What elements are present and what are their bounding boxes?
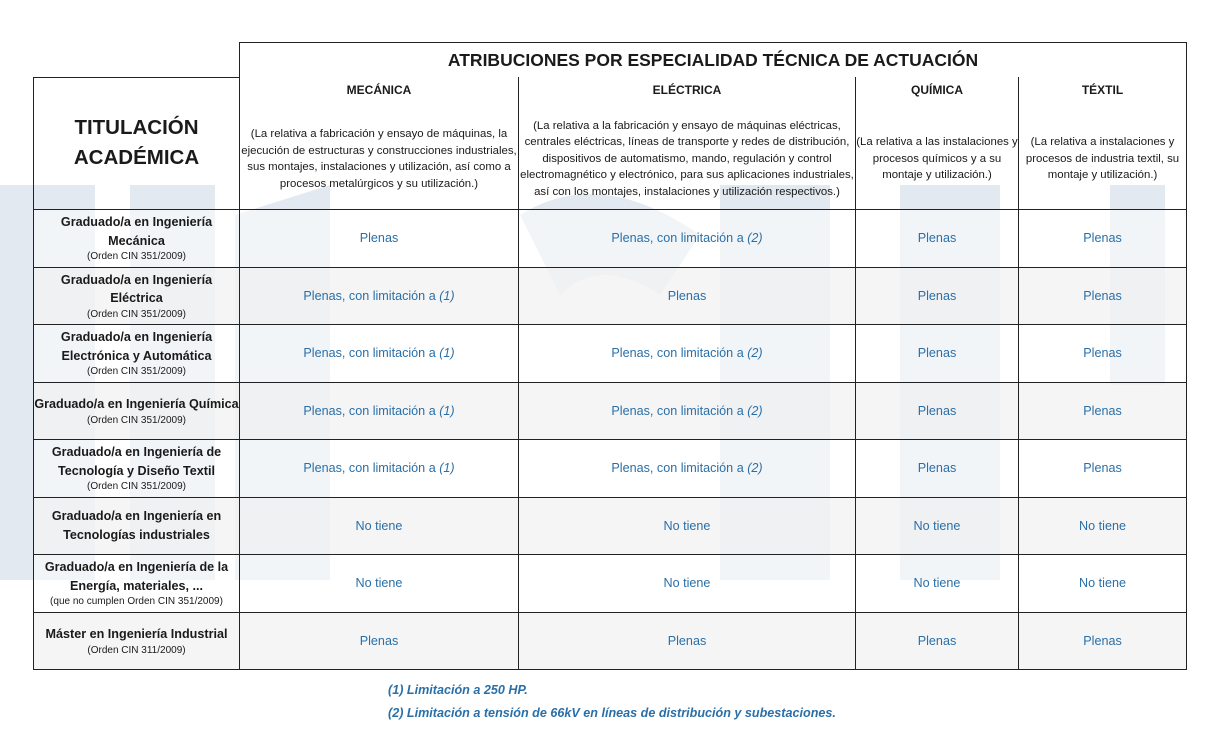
degree-order: (Orden CIN 351/2009)	[87, 251, 186, 263]
attribution-text: Plenas, con limitación a	[611, 403, 748, 418]
specialty-desc-quimica: (La relativa a las instalaciones y procesos químicos y a su montaje y utilización.)	[856, 103, 1019, 210]
attribution-text: Plenas	[1083, 461, 1122, 476]
footnote-2: (2) Limitación a tensión de 66kV en líneas de distribución y subestaciones.	[388, 706, 836, 720]
attribution-cell	[1019, 325, 1187, 383]
limitation-ref: (2)	[747, 231, 763, 246]
attribution-text: No tiene	[1079, 518, 1126, 533]
footnote-1: (1) Limitación a 250 HP.	[388, 683, 528, 697]
degree-order: (Orden CIN 351/2009)	[87, 481, 186, 493]
attribution-cell	[519, 612, 856, 670]
limitation-ref: (2)	[747, 346, 763, 361]
attribution-text: Plenas, con limitación a	[611, 461, 748, 476]
attribution-text: Plenas, con limitación a	[611, 231, 748, 246]
attribution-cell	[519, 497, 856, 555]
specialty-desc-textil: (La relativa a instalaciones y procesos de industria textil, su montaje y utilización.)	[1019, 103, 1187, 210]
attribution-cell	[1019, 612, 1187, 670]
row-title	[34, 325, 240, 383]
table-row	[34, 555, 1187, 613]
degree-order: (que no cumplen Orden CIN 351/2009)	[50, 596, 223, 608]
attribution-cell	[856, 210, 1019, 268]
attribution-cell	[519, 267, 856, 325]
attribution-text: Plenas	[1083, 346, 1122, 361]
attribution-text: No tiene	[1079, 576, 1126, 591]
academic-title-header	[34, 77, 240, 210]
limitation-ref: (2)	[747, 403, 763, 418]
table-row	[34, 440, 1187, 498]
attribution-text: Plenas	[667, 288, 707, 303]
attribution-text: Plenas	[917, 461, 957, 476]
attribution-cell	[519, 555, 856, 613]
attribution-text: Plenas, con limitación a	[303, 346, 440, 361]
row-title	[34, 612, 240, 670]
degree-name: Graduado/a en Ingeniería Química	[34, 397, 239, 411]
attribution-text: Plenas	[359, 633, 399, 648]
attribution-cell	[519, 210, 856, 268]
attribution-text: Plenas	[917, 403, 957, 418]
attribution-cell	[1019, 210, 1187, 268]
table-row	[34, 497, 1187, 555]
attribution-cell	[240, 382, 519, 440]
attribution-cell	[240, 325, 519, 383]
attribution-cell	[856, 612, 1019, 670]
attribution-cell	[1019, 555, 1187, 613]
row-title	[34, 382, 240, 440]
attribution-text: No tiene	[355, 518, 403, 533]
attribution-text: Plenas	[1083, 403, 1122, 418]
row-title	[34, 210, 240, 268]
attribution-cell	[856, 382, 1019, 440]
attributions-table	[33, 42, 1187, 670]
table-row	[34, 612, 1187, 670]
attribution-text: Plenas	[359, 231, 399, 246]
attribution-text: No tiene	[663, 576, 711, 591]
attribution-cell	[1019, 497, 1187, 555]
attribution-cell	[856, 267, 1019, 325]
attribution-cell	[519, 382, 856, 440]
attribution-cell	[856, 555, 1019, 613]
specialty-textil: TÉXTIL	[1019, 77, 1187, 103]
attribution-cell	[240, 440, 519, 498]
attribution-text: Plenas, con limitación a	[611, 346, 748, 361]
attribution-text: Plenas, con limitación a	[303, 288, 440, 303]
degree-name: Graduado/a en Ingeniería Electrónica y Automática	[60, 330, 213, 363]
attribution-cell	[240, 555, 519, 613]
limitation-ref: (1)	[439, 461, 455, 476]
limitation-ref: (1)	[439, 288, 455, 303]
attribution-cell	[856, 440, 1019, 498]
degree-name: Graduado/a en Ingeniería de Tecnología y Diseño Textil	[51, 445, 222, 478]
row-title	[34, 497, 240, 555]
row-title	[34, 555, 240, 613]
attribution-text: Plenas	[917, 288, 957, 303]
table-row	[34, 267, 1187, 325]
attribution-cell	[240, 210, 519, 268]
attribution-text: Plenas	[917, 231, 957, 246]
limitation-ref: (1)	[439, 403, 455, 418]
attribution-text: Plenas	[1083, 231, 1122, 246]
attribution-cell	[240, 612, 519, 670]
table-row	[34, 325, 1187, 383]
degree-order: (Orden CIN 351/2009)	[87, 414, 186, 426]
row-title	[34, 267, 240, 325]
attribution-cell	[1019, 267, 1187, 325]
attribution-cell	[240, 497, 519, 555]
footnotes	[388, 679, 836, 725]
title-line-1: TITULACIÓN	[74, 116, 199, 140]
attribution-cell	[519, 325, 856, 383]
degree-order: (Orden CIN 311/2009)	[87, 644, 186, 656]
limitation-ref: (1)	[439, 346, 455, 361]
attribution-text: Plenas, con limitación a	[303, 403, 440, 418]
specialty-quimica: QUÍMICA	[856, 77, 1019, 103]
limitation-ref: (2)	[747, 461, 763, 476]
attribution-text: Plenas	[917, 633, 957, 648]
attribution-cell	[856, 497, 1019, 555]
degree-name: Máster en Ingeniería Industrial	[45, 627, 228, 641]
attribution-cell	[519, 440, 856, 498]
degree-name: Graduado/a en Ingeniería en Tecnologías industriales	[51, 509, 222, 542]
attribution-cell	[856, 325, 1019, 383]
specialty-mecanica: MECÁNICA	[240, 77, 519, 103]
attribution-text: No tiene	[355, 576, 403, 591]
table-row	[34, 210, 1187, 268]
degree-name: Graduado/a en Ingeniería Mecánica	[60, 215, 213, 248]
attribution-text: Plenas	[917, 346, 957, 361]
attribution-cell	[1019, 382, 1187, 440]
attribution-text: No tiene	[663, 518, 711, 533]
attribution-text: Plenas	[667, 633, 707, 648]
attribution-text: Plenas, con limitación a	[303, 461, 440, 476]
main-header: ATRIBUCIONES POR ESPECIALIDAD TÉCNICA DE ACTUACIÓN	[240, 43, 1187, 78]
attribution-text: Plenas	[1083, 288, 1122, 303]
degree-order: (Orden CIN 351/2009)	[87, 366, 186, 378]
degree-name: Graduado/a en Ingeniería Eléctrica	[60, 272, 213, 306]
specialty-desc-mecanica: (La relativa a fabricación y ensayo de máquinas, la ejecución de estructuras y construcciones industriales, sus montajes, instalaciones y utilización, así como a procesos metalúrgicos y su utilización.)	[240, 103, 519, 210]
table-row	[34, 382, 1187, 440]
attribution-text: Plenas	[1083, 633, 1122, 648]
attribution-cell	[1019, 440, 1187, 498]
specialty-desc-electrica: (La relativa a la fabricación y ensayo de máquinas eléctricas, centrales eléctricas, líneas de transporte y redes de distribución, dispositivos de automatismo, mando, regulación y control electromagnético y electrónico, para sus aplicaciones industriales, así con los montajes, instalaciones y utilización respectivos.)	[519, 103, 856, 210]
specialty-electrica: ELÉCTRICA	[519, 77, 856, 103]
degree-name: Graduado/a en Ingeniería de la Energía, materiales, ...	[44, 560, 229, 593]
attribution-text: No tiene	[913, 576, 961, 591]
attribution-cell	[240, 267, 519, 325]
row-title	[34, 440, 240, 498]
attribution-text: No tiene	[913, 518, 961, 533]
degree-order: (Orden CIN 351/2009)	[87, 308, 186, 320]
title-line-2: ACADÉMICA	[73, 146, 200, 170]
